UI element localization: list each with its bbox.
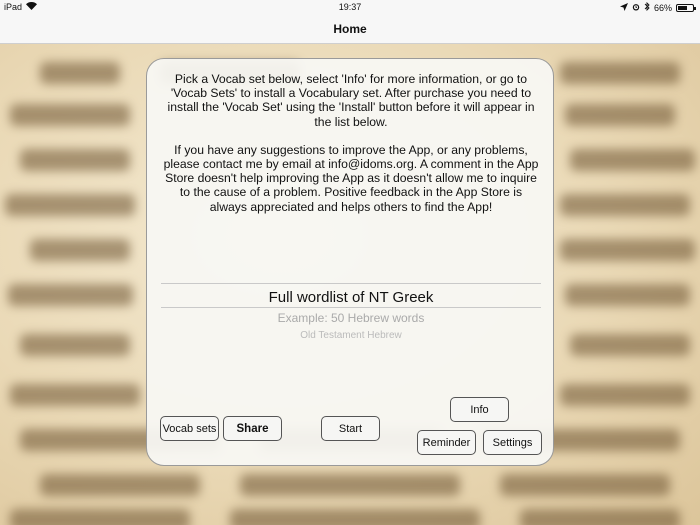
picker-row[interactable]: Example: 50 Hebrew words [277,311,425,325]
settings-button[interactable]: Settings [483,430,542,455]
battery-icon [676,4,694,12]
battery-percent: 66% [653,2,672,13]
home-panel [146,58,554,466]
share-button[interactable]: Share [223,416,282,441]
intro-text [163,72,539,214]
page-title: Home [333,22,367,36]
bluetooth-icon [644,2,650,13]
intro-paragraph-2: If you have any suggestions to improve the App, or any problems, please contact me by email at info@idoms.org. A comment in the App Store doesn't help improving the App as it doesn't allow me to inquire to the cause of a problem. Positive feedback in the App Store is always appreciated and helps others to find the App! [163,142,539,214]
vocab-sets-button[interactable]: Vocab sets [160,416,219,441]
start-button[interactable]: Start [321,416,380,441]
reminder-button[interactable]: Reminder [417,430,476,455]
status-time: 19:37 [338,2,362,12]
picker-selection-top [161,283,541,284]
alarm-icon [632,3,640,13]
intro-paragraph-1: Pick a Vocab set below, select 'Info' for more information, or go to 'Vocab Sets' to install a Vocabulary set. After purchase you need to install the 'Vocab Set' using the 'Install' button before it will appear in the list below. [167,72,535,129]
status-bar [0,0,700,14]
device-label: iPad [4,2,23,12]
location-icon [620,3,628,13]
info-button[interactable]: Info [450,397,509,422]
picker-selection-bottom [161,307,541,308]
vocab-set-picker[interactable] [161,283,541,343]
navigation-bar [0,14,700,44]
picker-row[interactable]: Full wordlist of NT Greek [268,289,434,306]
picker-row[interactable]: Old Testament Hebrew [300,330,402,341]
